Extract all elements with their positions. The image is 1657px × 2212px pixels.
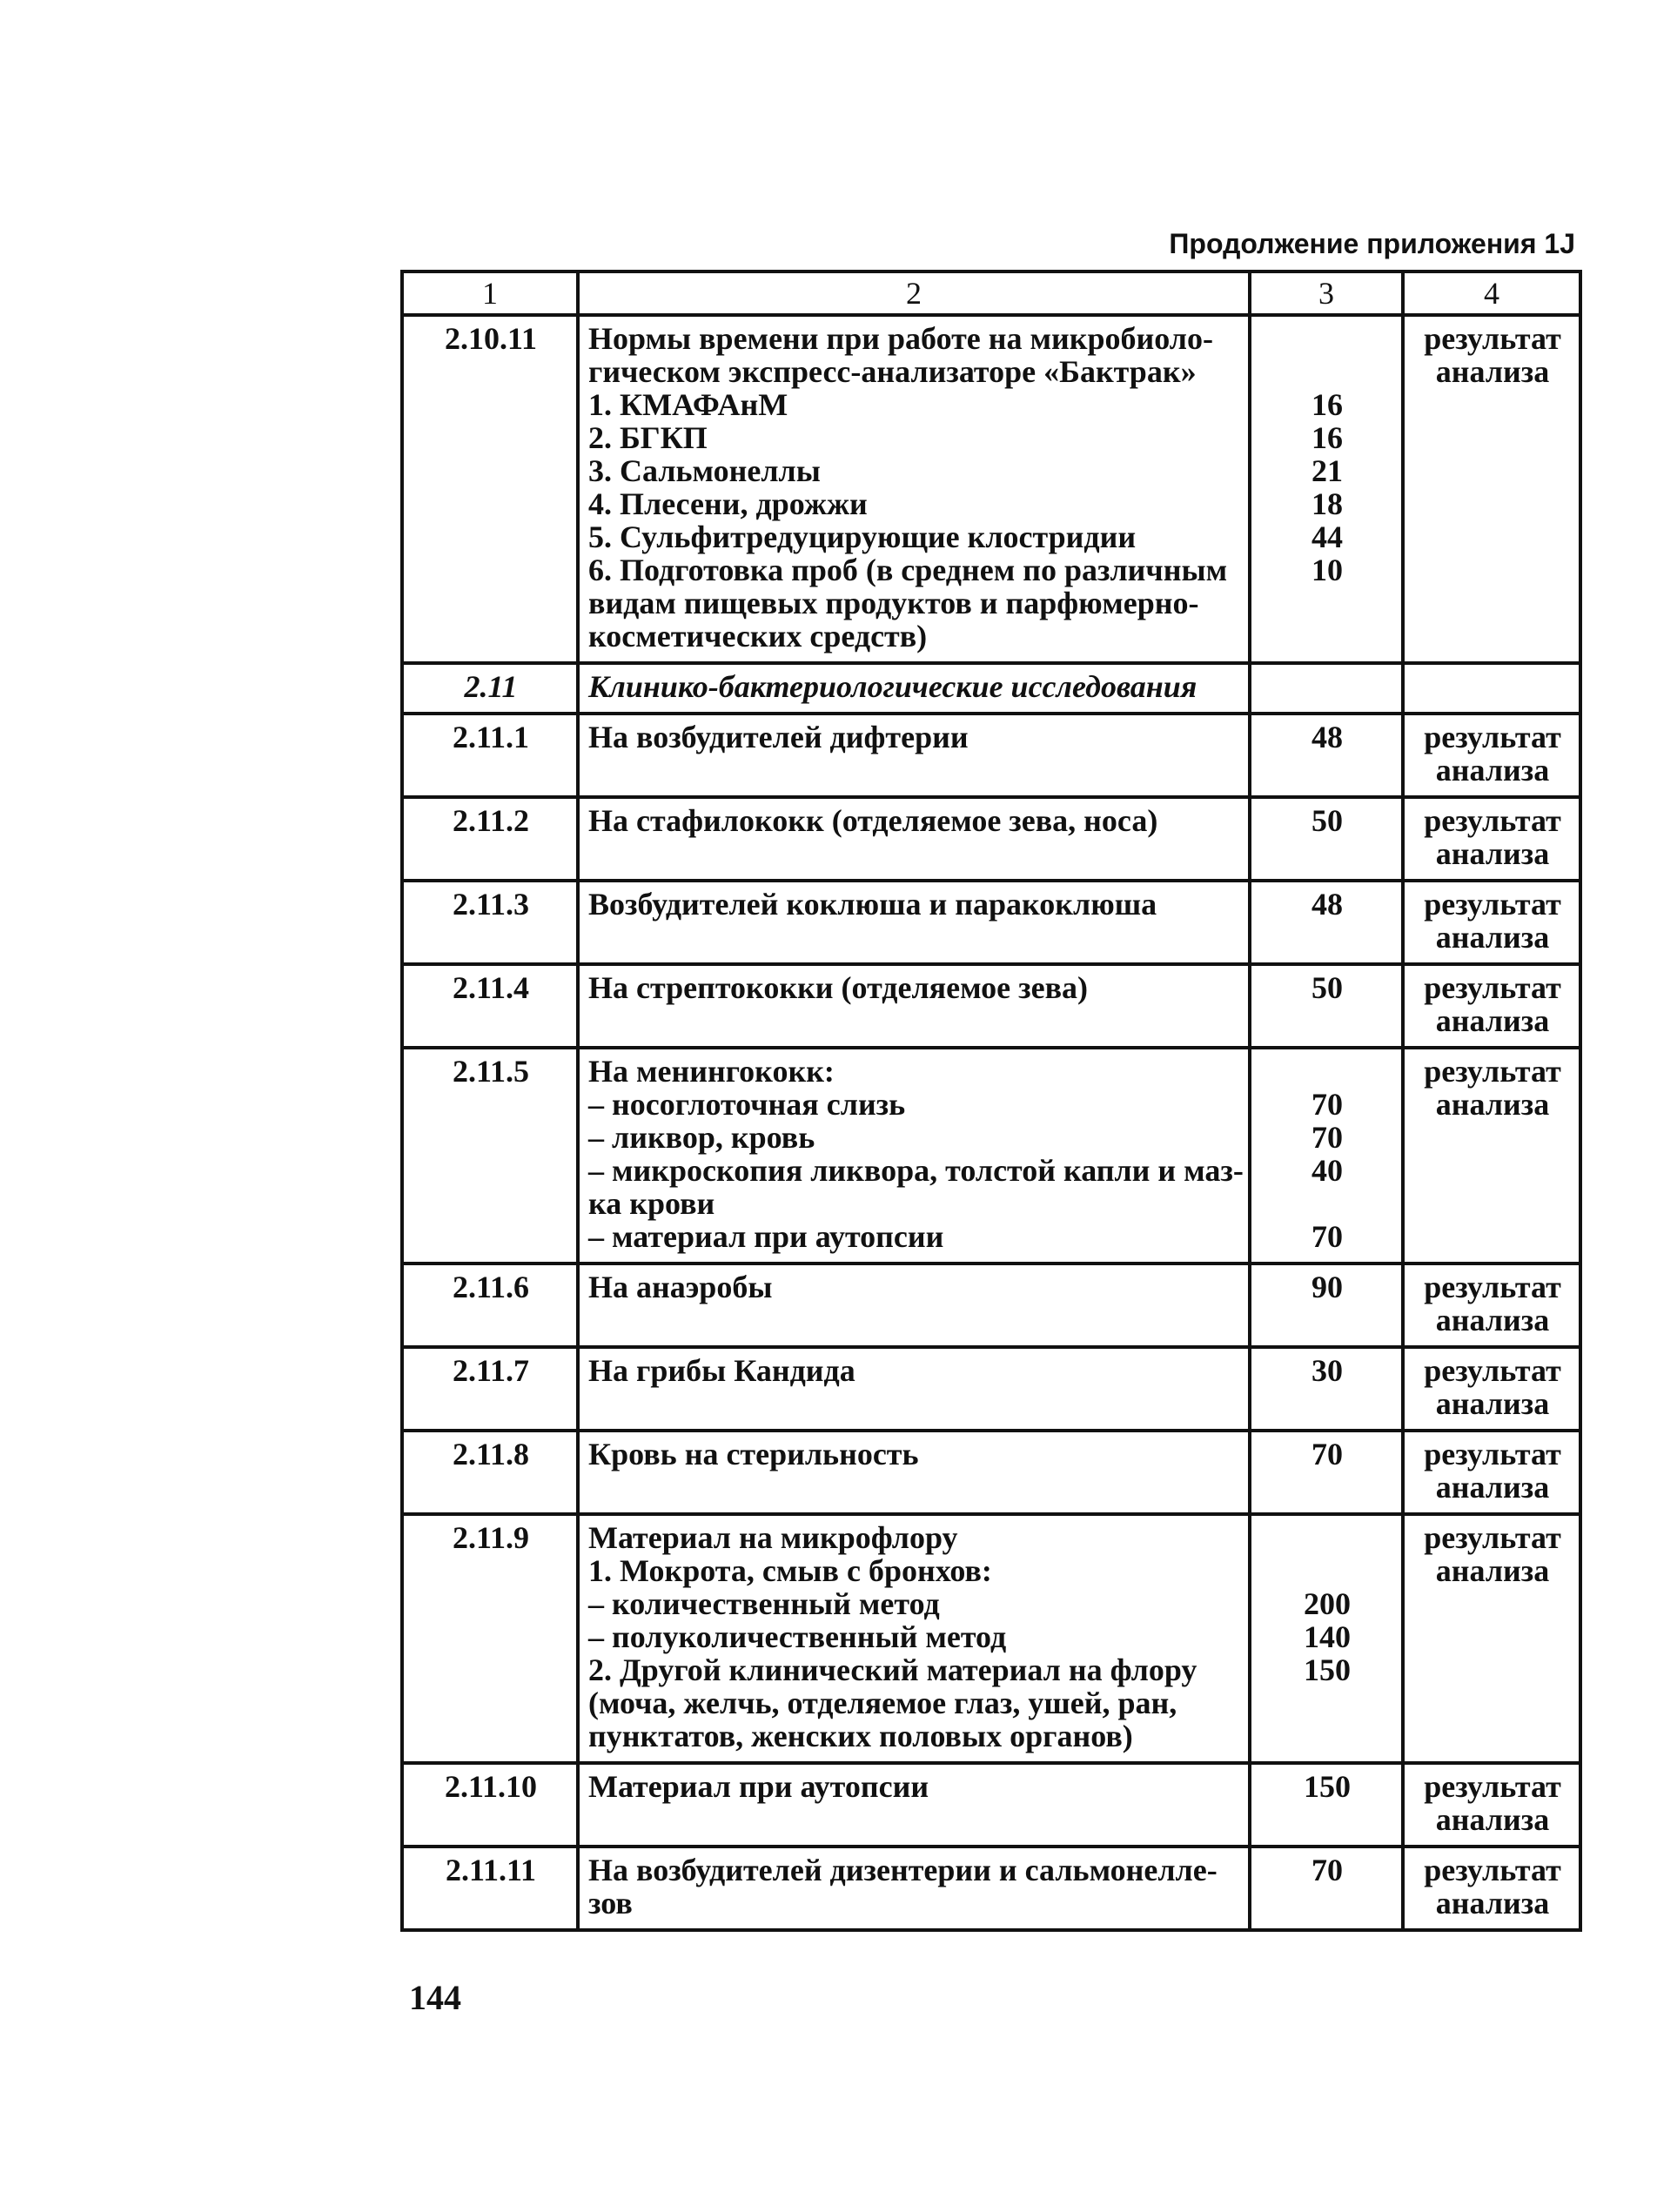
norms-table [400,270,1582,1932]
time-value: 10 [1312,553,1343,587]
unit-cell [1403,714,1580,797]
unit-line: результат [1424,1769,1561,1804]
row-number: 2.11.6 [452,1270,529,1304]
time-value: 70 [1312,1219,1343,1254]
time-value: 50 [1312,970,1343,1005]
row-number-cell [402,1763,578,1847]
unit-line: результат [1424,1520,1561,1555]
description-line: – материал при аутопсии [588,1219,944,1254]
unit-line: результат [1424,970,1561,1005]
description-line: Кровь на стерильность [588,1437,919,1471]
description-line: – ликвор, кровь [588,1120,815,1155]
time-value [1260,355,1394,388]
time-value: 70 [1312,1437,1343,1471]
time-norm-cell [1250,714,1403,797]
description-line: пунктатов, женских половых органов) [588,1719,1133,1753]
description-cell [578,663,1250,714]
description-line: Нормы времени при работе на микробиоло- [588,321,1213,356]
description-line: На стрептококки (отделяемое зева) [588,970,1089,1005]
description-line: На анаэробы [588,1270,773,1304]
column-header-2: 2 [578,271,1250,315]
unit-cell [1403,1847,1580,1930]
time-value: 70 [1312,1853,1343,1887]
row-number: 2.11.4 [452,970,529,1005]
row-number: 2.11.5 [452,1054,529,1089]
table-row [402,1048,1580,1264]
description-line: 1. КМАФАнМ [588,387,788,422]
unit-line: результат [1424,1054,1561,1089]
table-row [402,714,1580,797]
column-header-1: 1 [402,271,578,315]
description-line: На возбудителей дизентерии и сальмонелле- [588,1853,1218,1887]
time-norm-cell [1250,1048,1403,1264]
row-number: 2.10.11 [444,321,537,356]
description-cell [578,964,1250,1048]
row-number-cell [402,881,578,964]
row-number-cell [402,964,578,1048]
column-header-3: 3 [1250,271,1403,315]
time-norm-cell [1250,315,1403,663]
time-value: 18 [1312,486,1343,521]
row-number-cell [402,1048,578,1264]
unit-line: результат [1424,1853,1561,1887]
description-line: косметических средств) [588,619,928,654]
time-value: 16 [1312,387,1343,422]
unit-cell [1403,881,1580,964]
time-value: 70 [1312,1120,1343,1155]
row-number-cell [402,1514,578,1763]
row-number-cell [402,1847,578,1930]
table-row [402,1847,1580,1930]
unit-cell [1403,663,1580,714]
time-value: 150 [1304,1769,1351,1804]
unit-line: результат [1424,1270,1561,1304]
unit-line: анализа [1435,1087,1550,1122]
row-number: 2.11.3 [452,887,529,922]
time-value: 90 [1312,1270,1343,1304]
description-line: (моча, желчь, отделяемое глаз, ушей, ран, [588,1686,1177,1720]
description-line: На стафилококк (отделяемое зева, носа) [588,803,1158,838]
description-line: видам пищевых продуктов и парфюмерно- [588,586,1199,620]
description-line: Материал при аутопсии [588,1769,929,1804]
unit-line: анализа [1435,1386,1550,1421]
time-norm-cell [1250,1431,1403,1514]
description-line: – полуколичественный метод [588,1619,1007,1654]
time-value [1260,1055,1394,1088]
row-number-cell [402,1347,578,1431]
description-cell [578,1347,1250,1431]
description-line: На грибы Кандида [588,1353,855,1388]
table-body [402,271,1580,1930]
time-value: 50 [1312,803,1343,838]
unit-line: анализа [1435,1553,1550,1588]
description-cell [578,881,1250,964]
time-norm-cell [1250,1763,1403,1847]
table-row [402,797,1580,881]
time-value: 48 [1312,720,1343,754]
row-number: 2.11.10 [444,1769,537,1804]
time-norm-cell [1250,1264,1403,1347]
unit-line: анализа [1435,920,1550,955]
description-cell [578,1431,1250,1514]
time-norm-cell [1250,663,1403,714]
unit-line: результат [1424,1437,1561,1471]
description-line: зов [588,1886,633,1920]
description-line: Клинико-бактериологические исследования [588,669,1197,704]
row-number: 2.11.11 [445,1853,537,1887]
unit-line: анализа [1435,753,1550,788]
unit-line: результат [1424,1353,1561,1388]
unit-cell [1403,1048,1580,1264]
time-value: 21 [1312,453,1343,488]
description-cell [578,1514,1250,1763]
description-cell [578,315,1250,663]
description-line: На возбудителей дифтерии [588,720,969,754]
time-norm-cell [1250,1847,1403,1930]
row-number-cell [402,797,578,881]
row-number: 2.11.8 [452,1437,529,1471]
unit-cell [1403,1514,1580,1763]
time-norm-cell [1250,881,1403,964]
description-line: – носоглоточная слизь [588,1087,906,1122]
table-header-row [402,271,1580,315]
time-norm-cell [1250,1514,1403,1763]
row-number: 2.11.9 [452,1520,529,1555]
unit-cell [1403,1347,1580,1431]
description-line: Возбудителей коклюша и паракоклюша [588,887,1157,922]
time-value [1260,1554,1394,1587]
unit-line: анализа [1435,1470,1550,1505]
description-line: 4. Плесени, дрожжи [588,486,868,521]
unit-line: результат [1424,803,1561,838]
description-line: 5. Сульфитредуцирующие клостридии [588,519,1137,554]
unit-cell [1403,1264,1580,1347]
row-number: 2.11.1 [452,720,529,754]
row-number: 2.11.2 [452,803,529,838]
table-row [402,964,1580,1048]
row-number: 2.11.7 [452,1353,529,1388]
row-number-cell [402,1264,578,1347]
time-value: 40 [1312,1153,1343,1188]
description-line: – микроскопия ликвора, толстой капли и маз- [588,1153,1244,1188]
description-cell [578,1048,1250,1264]
row-number-cell [402,1431,578,1514]
unit-line: результат [1424,887,1561,922]
table-row [402,1431,1580,1514]
unit-line: результат [1424,720,1561,754]
unit-line: анализа [1435,1802,1550,1837]
time-value [1260,1521,1394,1554]
time-value [1260,1187,1394,1220]
table-row [402,1763,1580,1847]
description-cell [578,1264,1250,1347]
unit-line: результат [1424,321,1561,356]
unit-cell [1403,797,1580,881]
unit-line: анализа [1435,1003,1550,1038]
time-value: 70 [1312,1087,1343,1122]
description-line: Материал на микрофлору [588,1520,958,1555]
description-cell [578,714,1250,797]
time-norm-cell [1250,1347,1403,1431]
unit-line: анализа [1435,1886,1550,1920]
table-row [402,1514,1580,1763]
row-number-cell [402,315,578,663]
row-number-cell [402,714,578,797]
table-row [402,315,1580,663]
time-norm-cell [1250,797,1403,881]
time-value: 48 [1312,887,1343,922]
time-value: 200 [1304,1586,1351,1621]
unit-line: анализа [1435,1303,1550,1337]
description-line: 2. Другой клинический материал на флору [588,1652,1197,1687]
unit-cell [1403,1431,1580,1514]
description-line: 3. Сальмонеллы [588,453,821,488]
section-row [402,663,1580,714]
unit-line: анализа [1435,836,1550,871]
description-line: ка крови [588,1186,715,1221]
time-value: 16 [1312,420,1343,455]
row-number: 2.11 [464,669,518,704]
page-number: 144 [409,1978,461,2017]
table-row [402,1347,1580,1431]
time-norm-cell [1250,964,1403,1048]
description-cell [578,1763,1250,1847]
description-cell [578,797,1250,881]
description-line: – количественный метод [588,1586,940,1621]
description-line: 6. Подготовка проб (в среднем по различным [588,553,1228,587]
unit-line: анализа [1435,354,1550,389]
time-value: 150 [1304,1652,1351,1687]
description-line: 1. Мокрота, смыв с бронхов: [588,1553,992,1588]
table-row [402,1264,1580,1347]
unit-cell [1403,1763,1580,1847]
table-row [402,881,1580,964]
time-value: 30 [1312,1353,1343,1388]
description-line: На менингококк: [588,1054,835,1089]
unit-cell [1403,315,1580,663]
continuation-caption: Продолжение приложения 1J [1169,228,1575,259]
description-line: 2. БГКП [588,420,708,455]
description-cell [578,1847,1250,1930]
column-header-4: 4 [1403,271,1580,315]
time-value [1260,322,1394,355]
unit-cell [1403,964,1580,1048]
time-value: 140 [1304,1619,1351,1654]
time-value: 44 [1312,519,1343,554]
description-line: гическом экспресс-анализаторе «Бактрак» [588,354,1197,389]
row-number-cell [402,663,578,714]
